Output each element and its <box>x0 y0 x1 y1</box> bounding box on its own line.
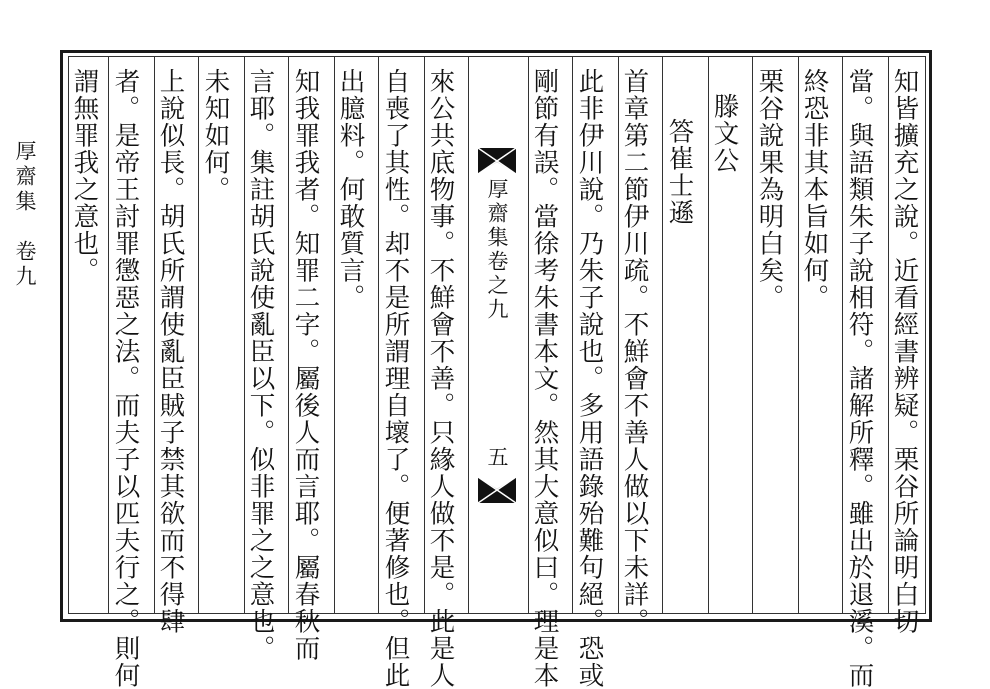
text-column: 上說似長。胡氏所謂使亂臣賊子禁其欲而不得肆 <box>155 68 186 635</box>
column-rule <box>572 56 573 614</box>
text-column: 栗谷說果為明白矣。 <box>754 68 785 311</box>
column-rule <box>528 56 529 614</box>
text-column: 來公共底物事。不鮮會不善。只緣人做不是。此是人 <box>425 68 456 689</box>
column-rule <box>842 56 843 614</box>
column-rule <box>888 56 889 614</box>
text-column: 言耶。集註胡氏說使亂臣以下。似非罪之之意也。 <box>245 68 276 662</box>
column-rule <box>618 56 619 614</box>
column-rule <box>108 56 109 614</box>
text-column: 終恐非其本旨如何。 <box>799 68 830 311</box>
column-rule <box>708 56 709 614</box>
section-heading: 滕文公 <box>709 93 740 174</box>
column-rule <box>334 56 335 614</box>
center-page-number: 五 <box>485 446 509 469</box>
text-column: 當。與語類朱子說相符。諸解所釋。雖出於退溪。而 <box>844 68 875 689</box>
fishtail-top-icon <box>478 148 516 174</box>
text-column: 謂無罪我之意也。 <box>69 68 100 284</box>
column-rule <box>198 56 199 614</box>
text-column: 此非伊川說。乃朱子說也。多用語錄殆難句絕。恐或 <box>574 68 605 689</box>
text-column: 出臆料。何敢質言。 <box>335 68 366 311</box>
text-column: 剛節有誤。當徐考朱書本文。然其大意似曰。理是本 <box>529 68 560 689</box>
text-column: 自喪了其性。却不是所謂理自壞了。便著修也。但此 <box>380 68 411 689</box>
text-column: 未知如何。 <box>200 68 231 203</box>
margin-title: 厚齋集 卷九 <box>13 140 37 290</box>
letter-heading: 答崔士遜 <box>664 118 695 226</box>
column-rule <box>752 56 753 614</box>
column-rule <box>424 56 425 614</box>
column-rule <box>378 56 379 614</box>
text-column: 知我罪我者。知罪二字。屬後人而言耶。屬春秋而 <box>290 68 321 662</box>
column-rule <box>798 56 799 614</box>
center-fold <box>468 56 528 614</box>
text-column: 者。是帝王討罪懲惡之法。而夫子以匹夫行之。則何 <box>110 68 141 689</box>
column-rule <box>662 56 663 614</box>
center-book-title: 厚齋集卷之九 <box>485 178 509 322</box>
column-rule <box>244 56 245 614</box>
column-rule <box>288 56 289 614</box>
text-column: 知皆擴充之說。近看經書辨疑。栗谷所論明白切 <box>889 68 920 635</box>
column-rule <box>154 56 155 614</box>
fishtail-bottom-icon <box>478 477 516 503</box>
text-column: 首章第二節伊川疏。不鮮會不善人做以下未詳。 <box>619 68 650 635</box>
